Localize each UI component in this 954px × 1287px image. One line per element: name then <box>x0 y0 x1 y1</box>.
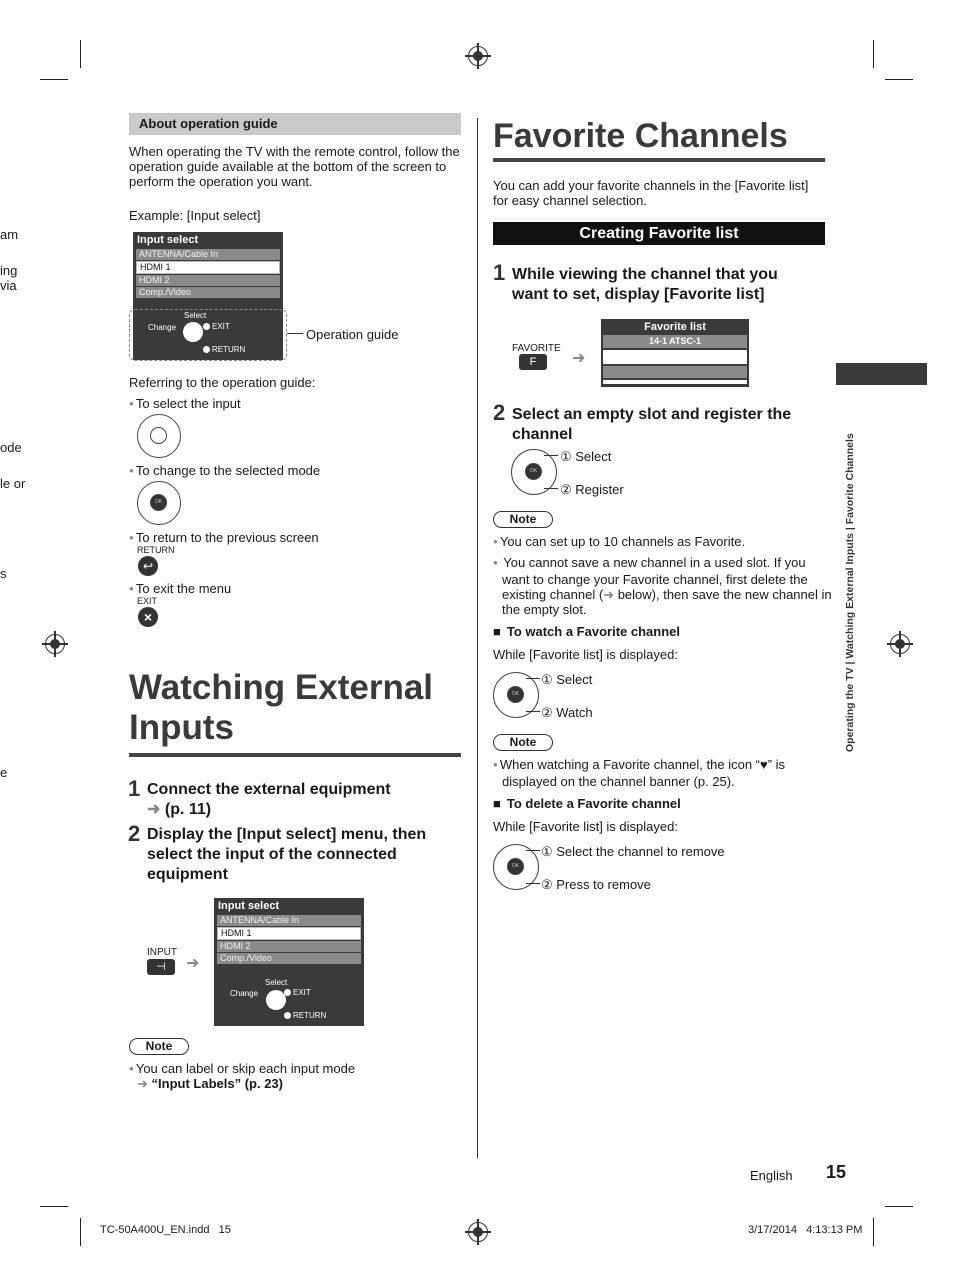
menu-item: Comp./Video <box>136 287 280 298</box>
favorite-list-slot-selected <box>603 350 747 364</box>
favorite-list-item: 14-1 ATSC-1 <box>603 335 747 348</box>
delete-header: ■ To delete a Favorite channel <box>493 796 681 811</box>
favorite-list-title: Favorite list <box>644 321 706 333</box>
crop-mark <box>80 40 81 68</box>
dpad-ok-icon: OK <box>493 844 539 890</box>
crop-mark <box>873 1218 874 1246</box>
side-tab-bar <box>836 363 927 385</box>
step1-text: While viewing the channel that you want to set, display [Favorite list] <box>512 266 778 303</box>
sub-header: Creating Favorite list <box>493 222 825 245</box>
delete-press: ② Press to remove <box>541 877 651 892</box>
intro-text: You can add your favorite channels in the [Favorite list] for easy channel selection. <box>493 178 809 208</box>
watch-watch: ② Watch <box>541 705 593 720</box>
menu-item: ANTENNA/Cable In <box>136 249 280 260</box>
ok-button-icon: OK <box>137 481 181 525</box>
leader-line <box>526 711 540 712</box>
column-divider <box>477 118 478 1158</box>
step-number: 2 <box>128 821 141 846</box>
guide-dpad-icon <box>183 322 203 342</box>
leader-line <box>544 455 558 456</box>
registration-mark <box>890 634 910 654</box>
dpad-icon <box>137 414 181 458</box>
example-label: Example: [Input select] <box>129 208 261 223</box>
referring-text: Referring to the operation guide: <box>129 375 316 390</box>
note-text: ● You can label or skip each input mode <box>129 1061 355 1078</box>
leader-line <box>526 678 540 679</box>
bullet-return: ● To return to the previous screen <box>129 530 319 547</box>
menu-item-selected: HDMI 1 <box>136 261 280 274</box>
step2-select: ① Select <box>560 449 612 464</box>
crop-mark <box>885 1206 913 1207</box>
bullet-change-mode: ● To change to the selected mode <box>129 463 320 480</box>
operation-guide-2: Select Change EXIT RETURN <box>230 978 327 1020</box>
favorite-list-slot <box>603 366 747 378</box>
crop-mark <box>40 79 68 80</box>
operation-guide-label: Operation guide <box>306 327 399 342</box>
note-text-2: ● You cannot save a new channel in a used slot. If you want to change your Favorite channel, first delete the existing channel (➜ below), then save the new channel in the empty slot. <box>493 555 832 617</box>
input-select-menu-2 <box>214 898 364 1026</box>
favorite-list-box <box>601 319 749 387</box>
step-number: 1 <box>128 776 141 801</box>
operation-guide <box>133 309 283 359</box>
footer-file: TC-50A400U_EN.indd 15 <box>100 1224 231 1236</box>
watch-while: While [Favorite list] is displayed: <box>493 647 678 662</box>
footer-page-number: 15 <box>826 1162 847 1182</box>
note-badge: Note <box>493 734 553 751</box>
crop-mark <box>80 1218 81 1246</box>
step-number: 1 <box>493 260 506 285</box>
menu-item: ANTENNA/Cable In <box>217 915 361 926</box>
favorite-button-icon: F <box>519 354 547 370</box>
guide-change: Change <box>148 323 177 332</box>
dpad-ok-icon: OK <box>511 449 557 495</box>
return-label: RETURN <box>137 545 175 555</box>
watch-header: ■ To watch a Favorite channel <box>493 624 680 639</box>
return-icon: ↩ <box>138 556 158 576</box>
step2-register: ② Register <box>560 482 624 497</box>
step1-text: Connect the external equipment ➜ (p. 11) <box>147 781 391 818</box>
fragment-text: le or <box>0 476 26 491</box>
title-rule <box>493 158 825 162</box>
menu-item: HDMI 2 <box>136 275 280 286</box>
input-label: INPUT <box>147 947 177 958</box>
menu-item-selected: HDMI 1 <box>217 927 361 940</box>
leader-line <box>526 883 540 884</box>
fragment-text: via <box>0 278 17 293</box>
about-header-text: About operation guide <box>139 116 278 131</box>
menu-title: Input select <box>137 234 199 246</box>
leader-line <box>544 488 558 489</box>
crop-mark <box>40 1206 68 1207</box>
fragment-text: ode <box>0 440 22 455</box>
favorite-list-slot <box>603 380 747 384</box>
arrow-icon: ➜ <box>572 350 586 367</box>
step2-text: Display the [Input select] menu, then select the input of the connected equipment <box>147 826 427 883</box>
section-title-line2: Inputs <box>129 708 234 747</box>
bullet-select-input: ● To select the input <box>129 396 241 413</box>
registration-mark <box>468 46 488 66</box>
section-title-watching <box>129 668 433 748</box>
note-text-3: ● When watching a Favorite channel, the icon “♥” is displayed on the channel banner (p. 25). <box>493 757 832 789</box>
step-number: 2 <box>493 400 506 425</box>
guide-exit: EXIT <box>203 322 230 331</box>
registration-mark <box>45 634 65 654</box>
menu-title: Input select <box>218 900 280 912</box>
crop-mark <box>873 40 874 68</box>
bullet-exit: ● To exit the menu <box>129 581 231 598</box>
note-badge: Note <box>493 511 553 528</box>
section-rule <box>129 753 461 757</box>
footer-language: English <box>750 1168 793 1183</box>
operation-guide-leader <box>287 333 303 334</box>
menu-item: Comp./Video <box>217 953 361 964</box>
section-title-line1: Watching External <box>129 668 434 707</box>
side-tab-text: Operating the TV | Watching External Inputs | Favorite Channels <box>844 433 856 752</box>
footer-date: 3/17/2014 4:13:13 PM <box>748 1224 863 1236</box>
delete-while: While [Favorite list] is displayed: <box>493 819 678 834</box>
about-header <box>129 113 461 135</box>
exit-icon: × <box>138 607 158 627</box>
guide-dpad-icon <box>266 990 286 1010</box>
note-badge: Note <box>129 1038 189 1055</box>
dpad-ok-icon: OK <box>493 672 539 718</box>
exit-label: EXIT <box>137 596 158 606</box>
guide-return: RETURN <box>203 345 245 354</box>
favorite-label: FAVORITE <box>512 343 561 354</box>
fragment-text: am <box>0 227 19 242</box>
leader-line <box>526 850 540 851</box>
guide-select: Select <box>184 311 207 320</box>
watch-select: ① Select <box>541 672 593 687</box>
fragment-text: s <box>0 566 7 581</box>
step2-text: Select an empty slot and register the channel <box>512 406 792 443</box>
note-ref: ➜ “Input Labels” (p. 23) <box>137 1076 283 1091</box>
about-text: When operating the TV with the remote control, follow the operation guide available at the bottom of the screen to perform the operation you want. <box>129 144 460 189</box>
menu-item: HDMI 2 <box>217 941 361 952</box>
fragment-text: ing <box>0 263 18 278</box>
note-text-1: ● You can set up to 10 channels as Favorite. <box>493 534 745 551</box>
delete-select: ① Select the channel to remove <box>541 844 725 859</box>
arrow-icon: ➜ <box>186 955 200 972</box>
registration-mark <box>468 1222 488 1242</box>
page-title: Favorite Channels <box>493 117 788 155</box>
crop-mark <box>885 79 913 80</box>
fragment-text: e <box>0 765 8 780</box>
input-button-icon: ⊣ <box>147 959 175 975</box>
